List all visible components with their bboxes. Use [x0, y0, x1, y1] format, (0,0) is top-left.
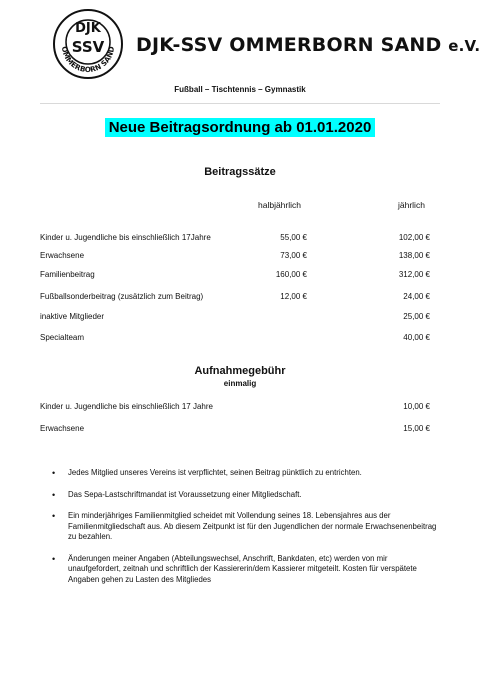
- note-text: Änderungen meiner Angaben (Abteilungswechsel, Anschrift, Bankdaten, etc) werden von mir unaufgefordert, zeitnah und schriftlich der Kassiererin/dem Kassierer mitgeteilt. Kosten für verspätete Angaben gehen zu Lasten des Mitgliedes: [68, 553, 417, 584]
- fee-label: Erwachsene: [40, 251, 85, 260]
- admission-row: [40, 424, 430, 436]
- admission-label: Erwachsene: [40, 424, 85, 433]
- note-text: Jedes Mitglied unseres Vereins ist verpflichtet, seinen Beitrag pünktlich zu entrichten.: [68, 468, 362, 477]
- logo-text-top: DJK: [75, 21, 101, 36]
- fee-half: 12,00 €: [280, 292, 307, 301]
- fee-label: inaktive Mitglieder: [40, 312, 105, 321]
- list-item: [52, 490, 440, 501]
- fee-year: 24,00 €: [403, 292, 430, 301]
- notes-list: [52, 468, 440, 596]
- admission-row: [40, 402, 430, 414]
- col-header-half: halbjährlich: [258, 200, 301, 210]
- admission-label: Kinder u. Jugendliche bis einschließlich 17 Jahre: [40, 402, 213, 411]
- note-text: Das Sepa-Lastschriftmandat ist Voraussetzung einer Mitgliedschaft.: [68, 489, 302, 499]
- admission-value: 10,00 €: [403, 402, 430, 411]
- list-item: [52, 468, 440, 479]
- fee-label: Kinder u. Jugendliche bis einschließlich 17Jahre: [40, 233, 211, 242]
- club-logo-icon: [52, 8, 124, 80]
- club-name: [136, 34, 480, 56]
- fee-half: 160,00 €: [275, 270, 307, 279]
- fee-year: 102,00 €: [398, 233, 430, 242]
- fee-half: 55,00 €: [280, 233, 307, 242]
- fee-row: [40, 333, 430, 345]
- page-title: Neue Beitragsordnung ab 01.01.2020: [105, 118, 376, 137]
- list-item: [52, 554, 440, 586]
- fees-heading: Beitragssätze: [204, 166, 276, 178]
- admission-heading: Aufnahmegebühr: [194, 365, 286, 377]
- logo-text-mid: SSV: [71, 38, 105, 56]
- fee-row: [40, 270, 430, 282]
- bullet-icon: •: [52, 489, 56, 500]
- fee-year: 312,00 €: [398, 270, 430, 279]
- fee-half: 73,00 €: [280, 251, 307, 260]
- bullet-icon: •: [52, 553, 56, 564]
- title-banner-wrap: [0, 118, 480, 137]
- note-text: Ein minderjähriges Familienmitglied scheidet mit Vollendung seines 18. Lebensjahres aus der Familienmitgliedschaft aus. Ab diesem Zeitpunkt ist für den Jugendlichen der normale Erwachsenenbeitrag zu bezahlen.: [68, 511, 437, 541]
- fee-row: [40, 292, 430, 304]
- fee-label: Familienbeitrag: [40, 270, 95, 279]
- fee-row: [40, 251, 430, 263]
- fee-label: Fußballsonderbeitrag (zusätzlich zum Beitrag): [40, 292, 204, 301]
- sports-line: Fußball – Tischtennis – Gymnastik: [174, 85, 306, 94]
- bullet-icon: •: [52, 468, 56, 478]
- club-name-text: DJK-SSV OMMERBORN SAND: [136, 34, 442, 56]
- bullet-icon: •: [52, 511, 56, 521]
- club-suffix: e.V.: [448, 37, 480, 55]
- fee-year: 40,00 €: [403, 333, 430, 342]
- admission-subheading: einmalig: [223, 379, 257, 388]
- col-header-year: jährlich: [398, 200, 425, 210]
- fee-year: 138,00 €: [398, 251, 430, 260]
- logo-text-bottom: OMMERBORN SAND: [59, 45, 117, 75]
- header-divider: [40, 103, 440, 104]
- fee-row: [40, 233, 430, 245]
- fee-year: 25,00 €: [403, 312, 430, 321]
- list-item: [52, 511, 440, 543]
- fee-label: Specialteam: [40, 333, 85, 342]
- fee-row: [40, 312, 430, 324]
- admission-value: 15,00 €: [403, 424, 430, 433]
